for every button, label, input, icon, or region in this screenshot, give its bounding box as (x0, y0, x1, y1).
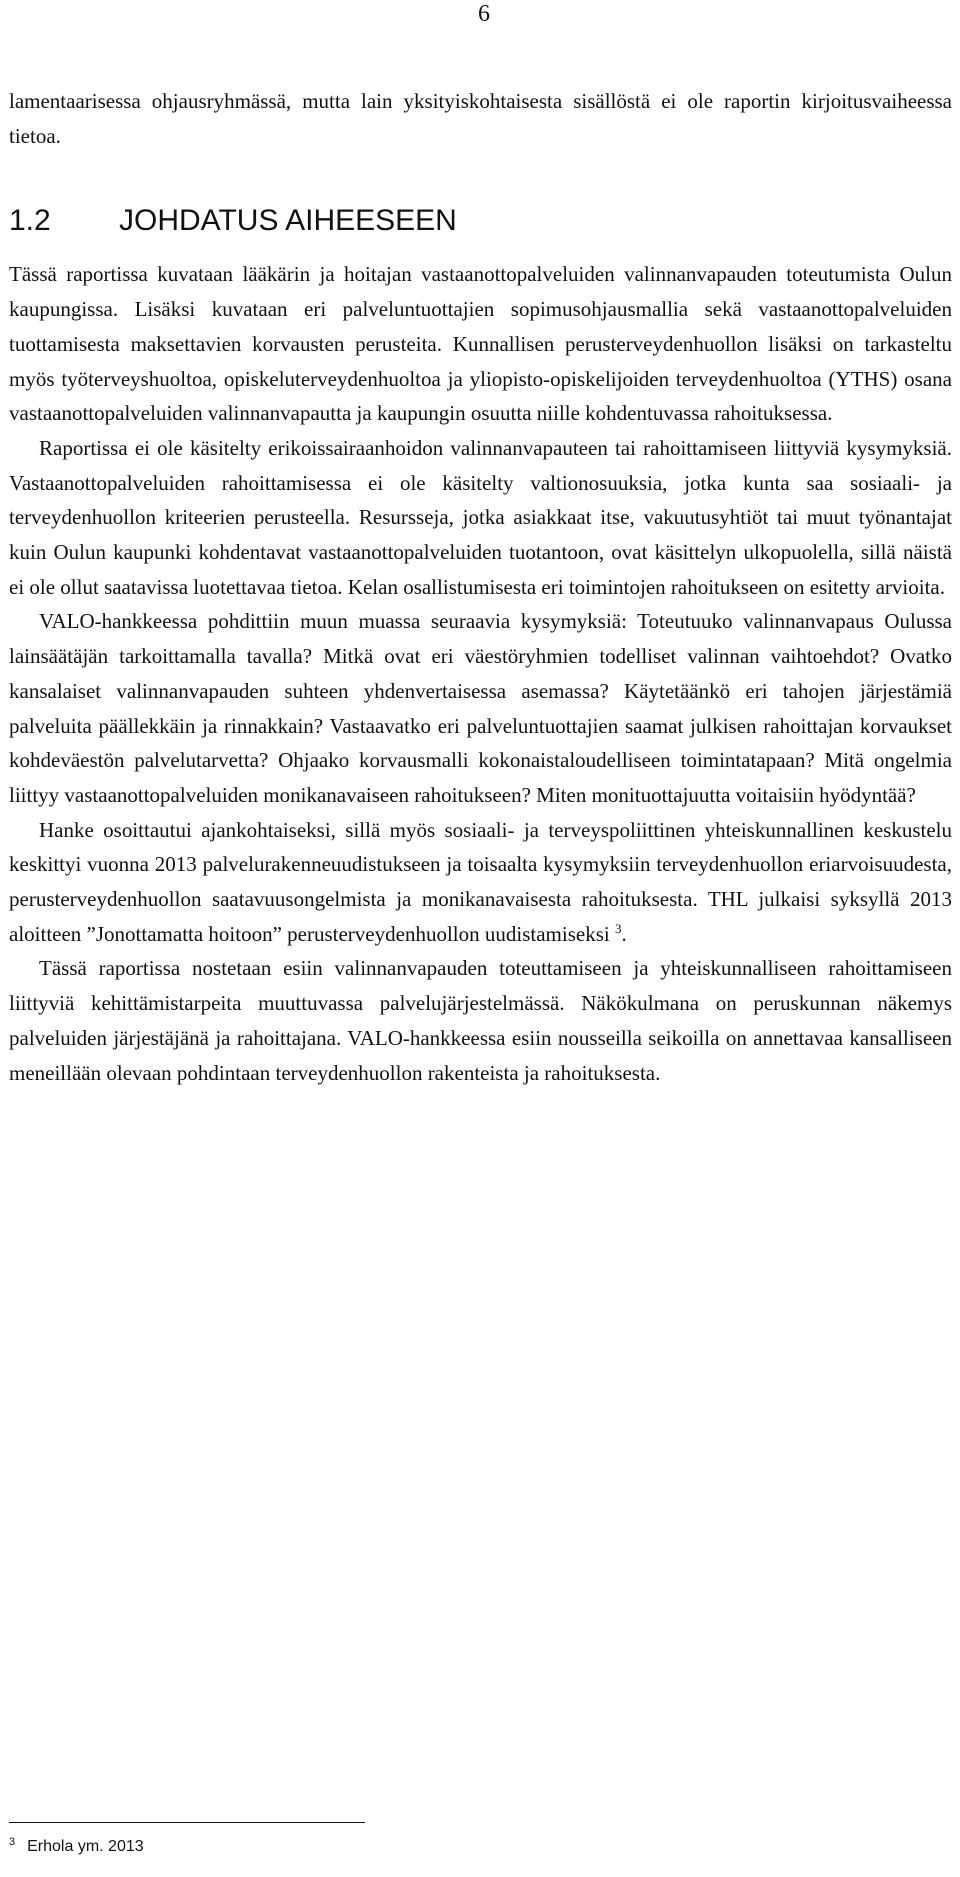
document-body (9, 84, 952, 1090)
section-heading (9, 201, 952, 241)
paragraph-scope: Raportissa ei ole käsitelty erikoissairaanhoidon valinnanvapauteen tai rahoittamiseen liittyviä kysymyksiä. Vastaanottopalveluiden rahoittamisessa ei ole käsitelty valtionosuuksia, jotka kunta saa sosiaali- ja terveydenhuollon kriteerien perusteella. Resursseja, jotka asiakkaat itse, vakuutusyhtiöt tai muut työnantajat kuin Oulun kaupunki kohdentavat vastaanottopalveluiden tuotantoon, ovat käsittelyn ulkopuolella, sillä näistä ei ole ollut saatavissa luotettavaa tietoa. Kelan osallistumisesta eri toimintojen rahoitukseen on esitetty arvioita. (9, 435, 952, 599)
paragraph-timeliness-text: Hanke osoittautui ajankohtaiseksi, sillä myös sosiaali- ja terveyspoliittinen yhteiskunnallinen keskustelu keskittyi vuonna 2013 palvelurakenneuudistukseen ja toisaalta kysymyksiin terveydenhuollon eriarvoisuudesta, perusterveydenhuollon saatavuusongelmista ja monikanavaisesta rahoituksesta. THL julkaisi syksyllä 2013 aloitteen ”Jonottamatta hoitoon” perusterveydenhuollon uudistamiseksi (9, 817, 952, 946)
paragraph-intro: Tässä raportissa kuvataan lääkärin ja hoitajan vastaanottopalveluiden valinnanvapauden toteutumista Oulun kaupungissa. Lisäksi kuvataan eri palveluntuottajien sopimusohjausmallia sekä vastaanottopalveluiden tuottamisesta maksettavien korvausten perusteita. Kunnallisen perusterveydenhuollon lisäksi on tarkasteltu myös työterveyshuoltoa, opiskeluterveydenhuoltoa ja yliopisto-opiskelijoiden terveydenhuoltoa (YTHS) osana vastaanottopalveluiden valinnanvapautta ja kaupungin osuutta niille kohdentuvassa rahoituksessa. (9, 262, 952, 426)
paragraph-conclusion: Tässä raportissa nostetaan esiin valinnanvapauden toteuttamiseen ja yhteiskunnalliseen rahoittamiseen liittyviä kehittämistarpeita muuttuvassa palvelujärjestelmässä. Näkökulmana on peruskunnan näkemys palveluiden järjestäjänä ja rahoittajana. VALO-hankkeessa esiin nousseilla seikoilla on annettavaa kansalliseen meneillään olevaan pohdintaan terveydenhuollon rakenteista ja rahoituksesta. (9, 956, 952, 1085)
paragraph-timeliness-end: . (621, 921, 627, 946)
paragraph-questions: VALO-hankkeessa pohdittiin muun muassa seuraavia kysymyksiä: Toteutuuko valinnanvapaus Oulussa lainsäätäjän tarkoittamalla tavalla? Mitkä ovat eri väestöryhmien todelliset valinnan vaihtoehdot? Ovatko kansalaiset valinnanvapauden suhteen yhdenvertaisessa asemassa? Käytetäänkö eri tahojen järjestämiä palveluita päällekkäin ja rinnakkain? Vastaavatko eri palveluntuottajien saamat julkisen rahoittajan korvaukset kohdeväestön palvelutarvetta? Ohjaako korvausmalli kokonaistaloudelliseen toimintatapaan? Mitä ongelmia liittyy vastaanottopalveluiden monikanavaiseen rahoitukseen? Miten monituottajuutta voitaisiin hyödyntää? (9, 609, 952, 807)
footnote-reference[interactable]: 3 (614, 920, 622, 936)
section-title: JOHDATUS AIHEESEEN (119, 204, 457, 238)
section-number: 1.2 (9, 204, 51, 238)
footnote-divider (9, 1822, 365, 1823)
footnote (9, 1836, 144, 1858)
page-number: 6 (478, 1, 490, 27)
footnote-mark: 3 (9, 1835, 16, 1848)
paragraph-timeliness (9, 813, 952, 952)
paragraph-continuation: lamentaarisessa ohjausryhmässä, mutta lain yksityiskohtaisesta sisällöstä ei ole raportin kirjoitusvaiheessa tietoa. (9, 89, 952, 148)
footnote-text: Erhola ym. 2013 (27, 1838, 144, 1855)
